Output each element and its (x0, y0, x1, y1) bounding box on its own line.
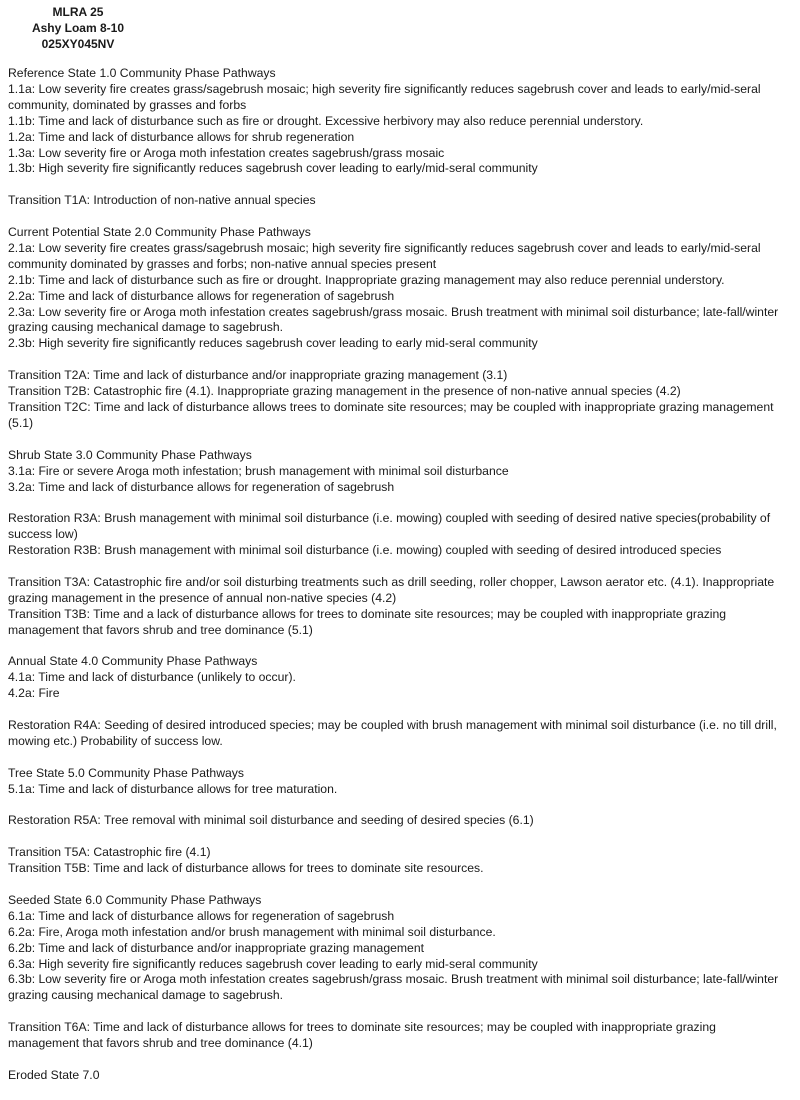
site-id: 025XY045NV (41, 37, 115, 51)
pathway-line: 3.1a: Fire or severe Aroga moth infestation; brush management with minimal soil disturbance (8, 463, 509, 478)
pathway-line: 6.2a: Fire, Aroga moth infestation and/or brush management with minimal soil disturbance. (8, 924, 496, 939)
pathway-line: 5.1a: Time and lack of disturbance allows for tree maturation. (8, 781, 338, 796)
section-heading: Transition T2A: Time and lack of disturbance and/or inappropriate grazing management (3.1) (8, 368, 508, 383)
pathway-line: 1.3a: Low severity fire or Aroga moth infestation creates sagebrush/grass mosaic (8, 145, 445, 160)
section-heading: Restoration R5A: Tree removal with minimal soil disturbance and seeding of desired species (6.1) (8, 813, 534, 828)
text-section (8, 368, 790, 432)
section-heading: Transition T5A: Catastrophic fire (4.1) (8, 845, 211, 860)
text-section (8, 448, 790, 496)
text-section (8, 511, 790, 559)
pathway-descriptions (8, 66, 790, 1100)
pathway-line: Transition T2B: Catastrophic fire (4.1). Inappropriate grazing management in the presence of non-native annual species (4.2) (8, 384, 681, 399)
pathway-line: 2.1b: Time and lack of disturbance such as fire or drought. Inappropriate grazing management may also reduce perennial understory. (8, 272, 725, 287)
section-heading: Shrub State 3.0 Community Phase Pathways (8, 447, 252, 462)
pathway-line: 1.2a: Time and lack of disturbance allows for shrub regeneration (8, 129, 355, 144)
pathway-line: 6.2b: Time and lack of disturbance and/or inappropriate grazing management (8, 940, 424, 955)
text-section (8, 1068, 790, 1084)
section-heading: Transition T1A: Introduction of non-native annual species (8, 193, 316, 208)
text-section (8, 1020, 790, 1052)
pathway-line: 4.2a: Fire (8, 686, 60, 701)
text-section (8, 718, 790, 750)
text-section (8, 893, 790, 1004)
section-heading: Tree State 5.0 Community Phase Pathways (8, 765, 244, 780)
pathway-line: Restoration R3B: Brush management with minimal soil disturbance (i.e. mowing) coupled with seeding of desired introduced species (8, 543, 722, 558)
text-section (8, 766, 790, 798)
text-section (8, 845, 790, 877)
section-heading: Restoration R4A: Seeding of desired introduced species; may be coupled with brush management with minimal soil disturbance (i.e. no till drill, mowing etc.) Probability of success low. (8, 718, 777, 748)
text-section (8, 654, 790, 702)
section-heading: Current Potential State 2.0 Community Phase Pathways (8, 225, 311, 240)
pathway-line: 2.3a: Low severity fire or Aroga moth infestation creates sagebrush/grass mosaic. Brush treatment with minimal soil disturbance; late-fall/winter grazing causing mechanical damage to sagebrush. (8, 304, 779, 335)
section-heading: Eroded State 7.0 (8, 1067, 100, 1082)
pathway-line: 1.1b: Time and lack of disturbance such as fire or drought. Excessive herbivory may also reduce perennial understory. (8, 113, 644, 128)
pathway-line: 2.3b: High severity fire significantly reduces sagebrush cover leading to early mid-seral community (8, 336, 538, 351)
text-section (8, 225, 790, 352)
text-section (8, 193, 790, 209)
section-heading: Seeded State 6.0 Community Phase Pathways (8, 892, 262, 907)
text-section (8, 575, 790, 639)
section-heading: Reference State 1.0 Community Phase Pathways (8, 66, 276, 80)
pathway-line: 1.1a: Low severity fire creates grass/sagebrush mosaic; high severity fire significantly reduces sagebrush cover and leads to early/mid-seral community, dominated by grasses and forbs (8, 81, 761, 112)
section-heading: Transition T3A: Catastrophic fire and/or soil disturbing treatments such as drill seeding, roller chopper, Lawson aerator etc. (4.1). Inappropriate grazing management in the presence of annual non-native species (4.2) (8, 574, 775, 605)
pathway-line: 6.3b: Low severity fire or Aroga moth infestation creates sagebrush/grass mosaic. Brush treatment with minimal soil disturbance; late-fall/winter grazing causing mechanical damage to sagebrush. (8, 972, 779, 1003)
text-section (8, 66, 790, 177)
section-heading: Annual State 4.0 Community Phase Pathways (8, 654, 258, 669)
pathway-line: 4.1a: Time and lack of disturbance (unlikely to occur). (8, 670, 296, 685)
pathway-line: Transition T3B: Time and a lack of disturbance allows for trees to dominate site resources; may be coupled with inappropriate grazing management that favors shrub and tree dominance (5.1) (8, 606, 727, 637)
pathway-line: Transition T5B: Time and lack of disturbance allows for trees to dominate site resources. (8, 861, 484, 876)
pathway-line: 2.2a: Time and lack of disturbance allows for regeneration of sagebrush (8, 288, 395, 303)
document-header (8, 4, 148, 52)
pathway-line: 2.1a: Low severity fire creates grass/sagebrush mosaic; high severity fire significantly reduces sagebrush cover and leads to early/mid-seral community dominated by grasses and forbs; non-native annual species present (8, 240, 761, 271)
pathway-line: 6.1a: Time and lack of disturbance allows for regeneration of sagebrush (8, 908, 395, 923)
section-heading: Transition T6A: Time and lack of disturbance allows for trees to dominate site resources; may be coupled with inappropriate grazing management that favors shrub and tree dominance (4.1) (8, 1020, 716, 1051)
text-section (8, 813, 790, 829)
section-heading: Restoration R3A: Brush management with minimal soil disturbance (i.e. mowing) coupled with seeding of desired native species(probability of success low) (8, 511, 771, 542)
pathway-line: 3.2a: Time and lack of disturbance allows for regeneration of sagebrush (8, 479, 395, 494)
pathway-line: Transition T2C: Time and lack of disturbance allows trees to dominate site resources; may be coupled with inappropriate grazing management (5.1) (8, 399, 774, 430)
site-name: Ashy Loam 8-10 (31, 21, 125, 35)
pathway-line: 1.3b: High severity fire significantly reduces sagebrush cover leading to early/mid-seral community (8, 161, 538, 176)
mlra-label: MLRA 25 (52, 5, 104, 19)
pathway-line: 6.3a: High severity fire significantly reduces sagebrush cover leading to early mid-seral community (8, 956, 538, 971)
